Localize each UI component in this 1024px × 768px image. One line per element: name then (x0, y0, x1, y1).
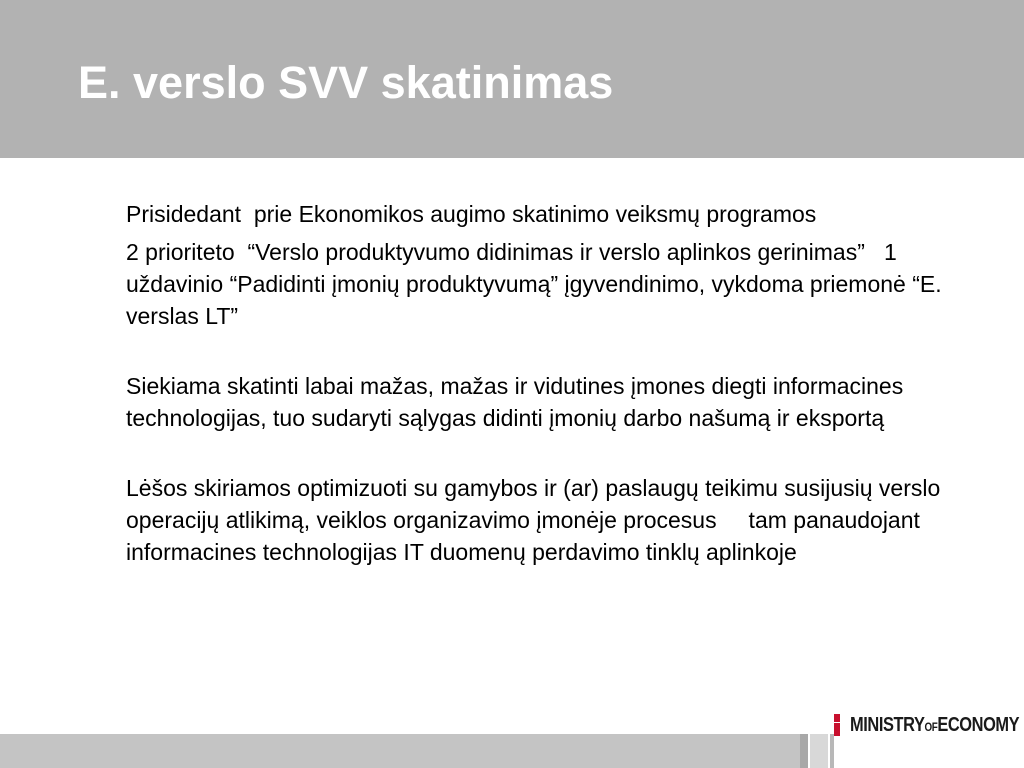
paragraph-priority: 2 prioriteto “Verslo produktyvumo didinimas ir verslo aplinkos gerinimas” 1 uždavinio “Padidinti įmonių produktyvumą” įgyvendinimo, vykdoma priemonė “E. verslas LT” (126, 239, 948, 329)
title-bar (0, 0, 1024, 158)
logo-word-economy: ECONOMY (937, 714, 1020, 736)
slide-body (126, 198, 946, 568)
paragraph-funding: Lėšos skiriamos optimizuoti su gamybos ir (ar) paslaugų teikimu susijusių verslo operacijų atlikimą, veiklos organizavimo įmonėje procesus tam panaudojant informacines technologijas IT duomenų perdavimo tinklų aplinkoje (126, 475, 947, 565)
logo-word-ministry: MINISTRY (850, 714, 925, 736)
footer-band (0, 734, 800, 768)
footer-stripe (800, 734, 808, 768)
logo-word-of: OF (924, 720, 938, 734)
paragraph-goal: Siekiama skatinti labai mažas, mažas ir vidutines įmones diegti informacines technologijas, tuo sudaryti sąlygas didinti įmonių darbo našumą ir eksportą (126, 373, 910, 431)
footer-stripe (810, 734, 828, 768)
logo-text (850, 714, 1019, 737)
ministry-of-economy-logo (834, 712, 1024, 742)
paragraph-intro: Prisidedant prie Ekonomikos augimo skatinimo veiksmų programos (126, 201, 817, 227)
slide-title: E. verslo SVV skatinimas (78, 57, 614, 108)
logo-flag-icon (834, 714, 840, 736)
